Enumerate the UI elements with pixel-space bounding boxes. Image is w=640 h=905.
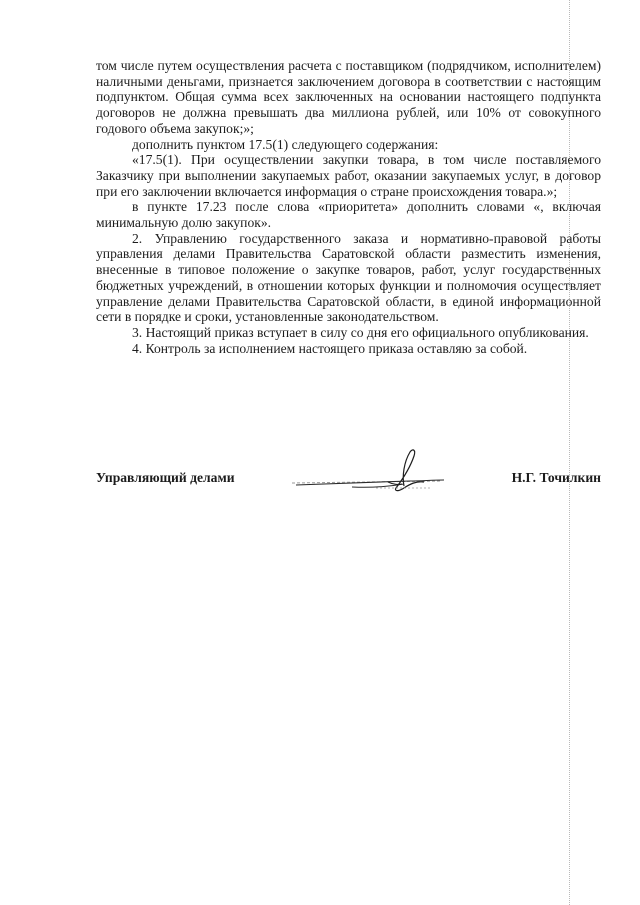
paragraph-item-3: 3. Настоящий приказ вступает в силу со дня его официального опубликования. (132, 324, 589, 340)
signatory-name: Н.Г. Точилкин (511, 470, 601, 485)
signatory-title: Управляющий делами (96, 470, 235, 485)
document-body (96, 58, 601, 356)
paragraph-item-2: 2. Управлению государственного заказа и нормативно-правовой работы управления делами Правительства Саратовской области разместить изменения, внесенные в типовое положение о закупке товаров, работ, услуг государственных бюджетных учреждений, в отношении которых функции и полномочия осуществляет управление делами Правительства Саратовской области, в единой информационной сети в порядке и сроки, установленные законодательством. (96, 230, 601, 325)
handwritten-signature (292, 448, 452, 506)
signature-block (96, 470, 601, 530)
paragraph-add-clause: дополнить пунктом 17.5(1) следующего содержания: (132, 136, 439, 152)
paragraph-continuation: том числе путем осуществления расчета с поставщиком (подрядчиком, исполнителем) наличными деньгами, признается заключением договора в соответствии с настоящим подпунктом. Общая сумма всех заключенных на основании настоящего подпункта договоров не должна превышать два миллиона рублей, или 10% от совокупного годового объема закупок;»; (96, 58, 601, 136)
paragraph-clause-17-23: в пункте 17.23 после слова «приоритета» дополнить словами «, включая минимальную долю закупок». (96, 199, 601, 231)
paragraph-clause-17-5-1: «17.5(1). При осуществлении закупки товара, в том числе поставляемого Заказчику при выполнении закупаемых работ, оказании закупаемых услуг, в договор при его заключении включается информация о стране происхождения товара.»; (96, 152, 601, 199)
paragraph-item-4: 4. Контроль за исполнением настоящего приказа оставляю за собой. (132, 340, 528, 356)
